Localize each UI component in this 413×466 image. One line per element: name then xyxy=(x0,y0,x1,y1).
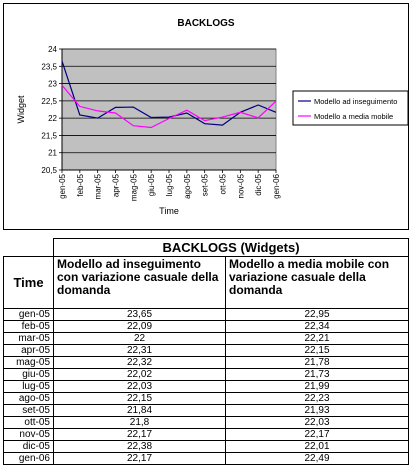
legend-label: Modello a media mobile xyxy=(314,112,394,121)
table-row xyxy=(4,309,409,321)
tracking-value-cell: 22,03 xyxy=(54,381,226,393)
time-cell: mag-05 xyxy=(4,357,54,369)
table-row xyxy=(4,345,409,357)
moving-average-value-cell: 22,95 xyxy=(226,309,409,321)
line-chart xyxy=(4,4,408,229)
table-row xyxy=(4,453,409,465)
y-tick-label: 21 xyxy=(48,148,57,158)
moving-average-value-cell: 22,34 xyxy=(226,321,409,333)
table-title-row xyxy=(4,239,409,257)
y-tick-label: 22 xyxy=(48,114,57,124)
data-table xyxy=(3,238,409,465)
time-cell: mar-05 xyxy=(4,333,54,345)
time-header: Time xyxy=(4,257,54,309)
table-row xyxy=(4,357,409,369)
time-cell: giu-05 xyxy=(4,369,54,381)
time-cell: feb-05 xyxy=(4,321,54,333)
moving-average-value-cell: 22,15 xyxy=(226,345,409,357)
chart-frame xyxy=(3,3,409,230)
moving-average-value-cell: 22,03 xyxy=(226,417,409,429)
moving-average-value-cell: 22,23 xyxy=(226,393,409,405)
time-cell: lug-05 xyxy=(4,381,54,393)
x-axis-label: Time xyxy=(159,206,179,216)
legend-label: Modello ad inseguimento xyxy=(314,97,398,106)
y-tick-label: 20,5 xyxy=(41,166,57,175)
x-tick-label: gen-05 xyxy=(58,174,67,199)
x-tick-label: ago-05 xyxy=(182,174,192,199)
tracking-value-cell: 22,15 xyxy=(54,393,226,405)
y-tick-label: 23,5 xyxy=(41,62,57,72)
tracking-value-cell: 22 xyxy=(54,333,226,345)
time-cell: nov-05 xyxy=(4,429,54,441)
table-row xyxy=(4,321,409,333)
tracking-value-cell: 22,09 xyxy=(54,321,226,333)
table-row xyxy=(4,429,409,441)
x-tick-label: giu-05 xyxy=(147,174,157,197)
time-cell: dic-05 xyxy=(4,441,54,453)
tracking-value-cell: 21,8 xyxy=(54,417,226,429)
chart-title: BACKLOGS xyxy=(177,18,235,29)
time-cell: ott-05 xyxy=(4,417,54,429)
time-cell: apr-05 xyxy=(4,345,54,357)
tracking-value-cell: 22,02 xyxy=(54,369,226,381)
moving-average-value-cell: 21,93 xyxy=(226,405,409,417)
moving-average-value-cell: 21,78 xyxy=(226,357,409,369)
tracking-value-cell: 22,32 xyxy=(54,357,226,369)
blank-corner-cell xyxy=(4,239,54,257)
x-tick-label: set-05 xyxy=(200,174,210,197)
y-tick-label: 24 xyxy=(48,45,57,54)
table-title: BACKLOGS (Widgets) xyxy=(54,239,409,257)
x-tick-label: lug-05 xyxy=(165,174,174,197)
moving-average-header: Modello a media mobile con variazione casuale della domanda xyxy=(226,257,409,309)
table-row xyxy=(4,381,409,393)
x-tick-label: gen-06 xyxy=(272,174,281,199)
x-tick-label: feb-05 xyxy=(75,174,85,197)
table-header-row xyxy=(4,257,409,309)
table-row xyxy=(4,369,409,381)
table-row xyxy=(4,333,409,345)
y-tick-label: 21,5 xyxy=(41,131,57,141)
time-cell: set-05 xyxy=(4,405,54,417)
moving-average-value-cell: 22,21 xyxy=(226,333,409,345)
y-tick-label: 23 xyxy=(48,79,57,89)
x-tick-label: ott-05 xyxy=(218,174,228,195)
time-cell: ago-05 xyxy=(4,393,54,405)
x-tick-label: dic-05 xyxy=(254,174,264,196)
x-tick-label: nov-05 xyxy=(236,173,246,199)
time-cell: gen-06 xyxy=(4,453,54,465)
table-row xyxy=(4,417,409,429)
x-tick-label: mag-05 xyxy=(129,174,139,202)
table-row xyxy=(4,405,409,417)
time-cell: gen-05 xyxy=(4,309,54,321)
tracking-model-header: Modello ad inseguimento con variazione casuale della domanda xyxy=(54,257,226,309)
tracking-value-cell: 23,65 xyxy=(54,309,226,321)
table-row xyxy=(4,441,409,453)
tracking-value-cell: 21,84 xyxy=(54,405,226,417)
moving-average-value-cell: 22,17 xyxy=(226,429,409,441)
moving-average-value-cell: 22,01 xyxy=(226,441,409,453)
tracking-value-cell: 22,38 xyxy=(54,441,226,453)
moving-average-value-cell: 21,99 xyxy=(226,381,409,393)
y-tick-label: 22,5 xyxy=(41,96,57,106)
y-axis-label: Widget xyxy=(16,95,26,124)
moving-average-value-cell: 22,49 xyxy=(226,453,409,465)
moving-average-value-cell: 21,73 xyxy=(226,369,409,381)
tracking-value-cell: 22,17 xyxy=(54,429,226,441)
table-row xyxy=(4,393,409,405)
x-tick-label: mar-05 xyxy=(93,174,103,200)
tracking-value-cell: 22,17 xyxy=(54,453,226,465)
x-tick-label: apr-05 xyxy=(111,174,121,198)
tracking-value-cell: 22,31 xyxy=(54,345,226,357)
